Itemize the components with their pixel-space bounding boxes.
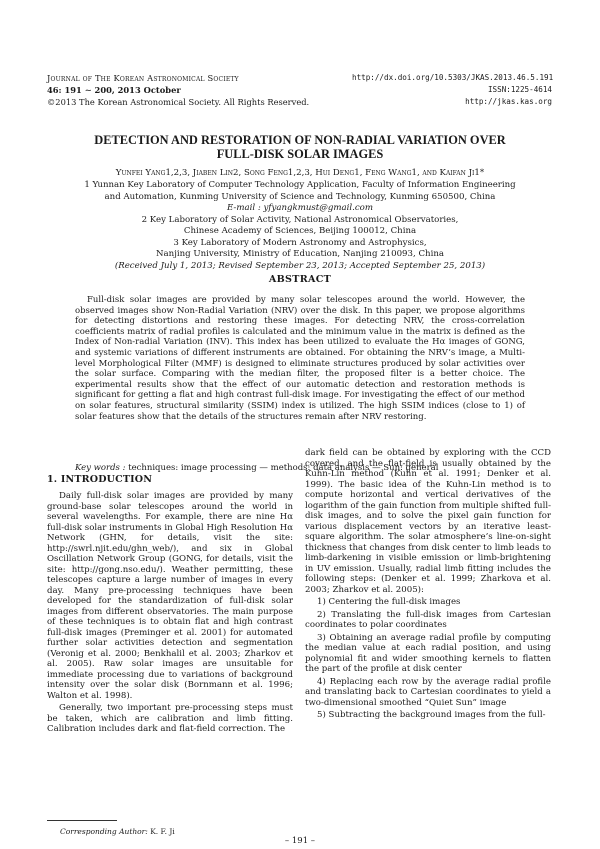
affiliation-line: Chinese Academy of Sciences, Beijing 100012, China	[183, 226, 417, 236]
right-column	[305, 448, 551, 721]
copyright-line: ©2013 The Korean Astronomical Society. All Rights Reserved.	[47, 97, 310, 107]
list-item: 3) Obtaining an average radial profile by computing the median value at each radial position, and using polynomial fit and wider smoothing kernels to flatten the part of the profile at disk center	[305, 632, 551, 674]
affiliation-line: and Automation, Kunming University of Science and Technology, Kunming 650500, China	[104, 191, 496, 202]
paragraph: Daily full-disk solar images are provided by many ground-base solar telescopes around the world in several wavelengths. For example, there are nine Hα full-disk solar instruments in Global High Resolution Hα Network (GHN, for details, visit the site: http://swrl.njit.edu/ghn_web/), and six in Global Oscillation Network Group (GONG, for details, visit the site: http://gong.nso.edu/). Weather permitting, these telescopes capture a large number of images in every day. Many pre-processing techniques have been developed for the standardization of full-disk solar images from different observatories. The main purpose of these techniques is to obtain flat and high contrast full-disk images (Preminger et al. 2001) for automated further solar activities detection and segmentation (Veronig et al. 2000; Benkhalil et al. 2003; Zharkov et al. 2005). Raw solar images are unsuitable for immediate processing due to variations of background intensity over the solar disk (Bornmann et al. 1996; Walton et al. 1998).	[47, 491, 293, 701]
corresponding-author	[60, 827, 175, 836]
affiliation-line: 3 Key Laboratory of Modern Astronomy and Astrophysics,	[173, 237, 427, 248]
volume-line: 46: 191 ∼ 200, 2013 October	[47, 85, 181, 95]
left-column	[47, 491, 293, 735]
list-item: 1) Centering the full-disk images	[317, 597, 461, 607]
paper-title	[40, 133, 560, 161]
section-heading: 1. INTRODUCTION	[47, 474, 153, 485]
journal-header	[47, 72, 309, 108]
abstract-text: Full-disk solar images are provided by many solar telescopes around the world. However, the observed images show Non-Radial Variation (NRV) over the disk. In this paper, we propose algorithms for detecting distortions and restoring these images. For detecting NRV, the cross-correlation coefficients matrix of radial profiles is calculated and the minimum value in the matrix is defined as the Index of Non-radial Variation (INV). This index has been utilized to evaluate the Hα images of GONG, and systemic variations of different instruments are obtained. For obtaining the NRV’s image, a Multi-level Morphological Filter (MMF) is designed to eliminate structures produced by solar activities over the solar surface. Comparing with the median filter, the proposed filter is a better choice. The experimental results show that the effect of our automatic detection and restoration methods is significant for getting a flat and high contrast full-disk image. For investigating the effect of our method on solar features, structural similarity (SSIM) index is utilized. The high SSIM indices (close to 1) of solar features show that the details of the structures remain after NRV restoring.	[75, 295, 525, 422]
affiliation-line: 1 Yunnan Key Laboratory of Computer Technology Application, Faculty of Information Engineering	[84, 180, 516, 190]
email-line[interactable]: E-mail : yfyangkmust@gmail.com	[226, 203, 373, 213]
corresponding-name: K. F. Ji	[150, 827, 175, 836]
affiliations	[40, 180, 560, 272]
list-item: 4) Replacing each row by the average radial profile and translating back to Cartesian coordinates to yield a two-dimensional smoothed “Quiet Sun” image	[305, 676, 551, 708]
page-number: – 191 –	[284, 836, 316, 846]
doi-link[interactable]: http://dx.doi.org/10.5303/JKAS.2013.46.5.191	[352, 73, 554, 82]
paragraph: Generally, two important pre-processing steps must be taken, which are calibration and limb fitting. Calibration includes dark and flat-field correction. The	[47, 703, 293, 734]
affiliation-line: Nanjing University, Ministry of Education, Nanjing 210093, China	[156, 249, 444, 259]
journal-links	[352, 72, 552, 108]
keywords-label: Key words :	[75, 463, 126, 473]
title-line-1: DETECTION AND RESTORATION OF NON-RADIAL VARIATION OVER	[94, 133, 506, 147]
keywords-text: techniques: image processing — methods: data analysis — Sun: general	[128, 463, 439, 473]
paragraph: dark field can be obtained by exploring with the CCD covered, and the flat-field is usually obtained by the Kuhn-Lin method (Kuhn et al. 1991; Denker et al. 1999). The basic idea of the Kuhn-Lin method is to compute horizontal and vertical derivatives of the logarithm of the gain function from multiple shifted full-disk images, and to solve the pixel gain function for various displacement vectors by an iterative least-square algorithm. The solar atmosphere’s line-on-sight thickness that changes from disk center to limb leads to limb-darkening in visible emission or limb-brightening in UV emission. Usually, radial limb fitting includes the following steps: (Denker et al. 1999; Zharkova et al. 2003; Zharkov et al. 2005):	[305, 448, 551, 595]
journal-name: Journal of The Korean Astronomical Society	[47, 73, 239, 83]
abstract-heading: ABSTRACT	[268, 274, 332, 285]
journal-url[interactable]: http://jkas.kas.org	[465, 97, 552, 106]
list-item: 2) Translating the full-disk images from Cartesian coordinates to polar coordinates	[305, 609, 551, 630]
footnote-rule	[47, 820, 117, 821]
author-list: Yunfei Yang1,2,3, Jiaben Lin2, Song Feng1,2,3, Hui Deng1, Feng Wang1, and Kaifan Ji1*	[115, 168, 485, 178]
list-item: 5) Subtracting the background images from the full-	[317, 710, 546, 720]
corresponding-label: Corresponding Author:	[60, 827, 148, 836]
title-line-2: FULL-DISK SOLAR IMAGES	[216, 147, 384, 161]
affiliation-line: 2 Key Laboratory of Solar Activity, National Astronomical Observatories,	[141, 214, 459, 225]
received-dates: (Received July 1, 2013; Revised September 23, 2013; Accepted September 25, 2013)	[114, 260, 486, 271]
issn: ISSN:1225-4614	[487, 85, 552, 94]
